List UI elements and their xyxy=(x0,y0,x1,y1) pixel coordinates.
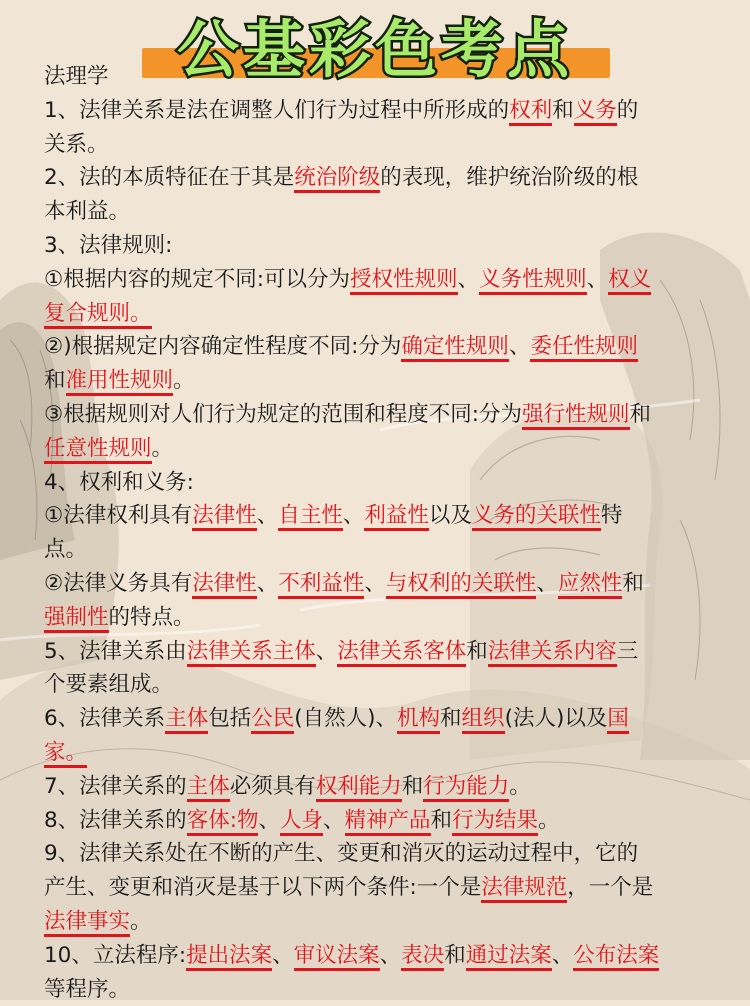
highlighted-term: 人身 xyxy=(280,808,323,836)
text-segment: ②)根据规定内容确定性程度不同:分为 xyxy=(44,334,402,360)
highlighted-term: 法律关系内容 xyxy=(488,639,617,667)
highlighted-term: 强制性 xyxy=(44,605,109,633)
text-line xyxy=(44,567,724,601)
highlighted-term: 统治阶级 xyxy=(294,165,380,193)
text-segment: 关系。 xyxy=(44,131,109,157)
highlighted-term: 权利能力 xyxy=(316,774,402,802)
highlighted-term: 审议法案 xyxy=(294,943,380,971)
text-line xyxy=(44,702,724,736)
text-line xyxy=(44,195,724,229)
text-segment: 、 xyxy=(457,266,480,292)
text-line xyxy=(44,905,724,939)
text-segment: 、 xyxy=(342,503,365,529)
text-line xyxy=(44,837,724,871)
text-segment: 、 xyxy=(256,570,279,596)
text-line xyxy=(44,804,724,838)
text-segment: 和 xyxy=(44,368,66,394)
text-segment: 以及 xyxy=(428,503,472,529)
text-line xyxy=(44,770,724,804)
text-line xyxy=(44,161,724,195)
highlighted-term: 权义 xyxy=(608,267,651,295)
text-line xyxy=(44,871,724,905)
highlighted-term: 表决 xyxy=(401,943,444,971)
text-line xyxy=(44,533,724,567)
text-segment: 等程序。 xyxy=(44,976,131,1002)
highlighted-term: 权利 xyxy=(509,98,552,126)
text-segment: 点。 xyxy=(44,537,88,563)
highlighted-term: 物 xyxy=(237,808,259,836)
text-line xyxy=(44,499,724,533)
text-segment: 、 xyxy=(536,570,558,596)
text-segment: 、 xyxy=(258,807,280,833)
text-segment: 的 xyxy=(616,97,639,123)
page-title: 公基彩色考点 xyxy=(176,13,573,86)
text-segment: 包括 xyxy=(208,706,252,732)
text-segment: ，一个是 xyxy=(567,875,654,901)
text-segment: (法人)以及 xyxy=(504,706,608,732)
text-segment: (自然人)、 xyxy=(294,706,398,732)
text-segment: 三 xyxy=(616,638,639,664)
text-segment: ①法律权利具有 xyxy=(44,503,193,529)
highlighted-term: 法律性 xyxy=(192,571,257,599)
text-line xyxy=(44,601,724,635)
text-segment: 和 xyxy=(444,942,466,968)
text-line xyxy=(44,466,724,500)
highlighted-term: 法律规范 xyxy=(481,875,567,903)
text-segment: 本利益。 xyxy=(44,199,131,225)
text-segment: 7、法律关系的 xyxy=(44,773,187,799)
text-segment: 、 xyxy=(272,942,294,968)
text-segment: 的特点。 xyxy=(108,604,195,630)
text-line xyxy=(44,128,724,162)
text-line xyxy=(44,229,724,263)
text-segment: 和 xyxy=(466,638,488,664)
text-segment: 5、法律关系由 xyxy=(44,638,187,664)
text-line xyxy=(44,297,724,331)
text-segment: 9、法律关系处在不断的产生、变更和消灭的运动过程中，它的 xyxy=(44,841,639,867)
text-segment: 2、法的本质特征在于其是 xyxy=(44,165,295,191)
text-segment: 和 xyxy=(440,706,462,732)
text-segment: 和 xyxy=(629,401,652,427)
text-segment: 、 xyxy=(508,334,531,360)
highlighted-term: 国 xyxy=(607,706,629,734)
highlighted-term: 组织 xyxy=(462,706,505,734)
highlighted-term: 法律性 xyxy=(192,503,257,531)
text-segment: ③根据规则对人们行为规定的范围和程度不同:分为 xyxy=(44,401,523,427)
text-line xyxy=(44,330,724,364)
highlighted-term: 公布法案 xyxy=(573,943,659,971)
highlighted-term: 授权性规则 xyxy=(350,267,458,295)
highlighted-term: 复合规则。 xyxy=(44,301,152,329)
highlighted-term: 确定性规则 xyxy=(401,334,509,362)
text-segment: 产生、变更和消灭是基于以下两个条件:一个是 xyxy=(44,875,482,901)
highlighted-term: 家。 xyxy=(44,740,87,768)
notes-content xyxy=(44,60,724,1006)
highlighted-term: 客体: xyxy=(187,808,237,836)
text-segment: 10、立法程序: xyxy=(44,942,187,968)
highlighted-term: 通过法案 xyxy=(466,943,552,971)
highlighted-term: 义务 xyxy=(574,98,617,126)
text-segment: 和 xyxy=(430,807,453,833)
text-segment: 6、法律关系 xyxy=(44,706,166,732)
highlighted-term: 强行性规则 xyxy=(522,402,630,430)
highlighted-term: 提出法案 xyxy=(186,943,272,971)
highlighted-term: 主体 xyxy=(165,706,208,734)
highlighted-term: 应然性 xyxy=(558,571,623,599)
text-segment: 法理学 xyxy=(44,64,109,89)
text-segment: 。 xyxy=(538,807,560,833)
text-segment: 4、权利和义务: xyxy=(44,469,194,495)
highlighted-term: 公民 xyxy=(251,706,294,734)
text-segment: 、 xyxy=(551,942,574,968)
highlighted-term: 准用性规则 xyxy=(66,368,174,396)
text-segment: 。 xyxy=(509,773,531,799)
text-segment: 必须具有 xyxy=(229,773,316,799)
highlighted-term: 与权利的关联性 xyxy=(386,571,537,599)
highlighted-term: 主体 xyxy=(187,774,230,802)
text-segment: 、 xyxy=(315,638,338,664)
text-segment: 、 xyxy=(256,503,279,529)
text-line xyxy=(44,939,724,973)
text-segment: 、 xyxy=(364,570,386,596)
text-segment: 和 xyxy=(401,773,424,799)
highlighted-term: 法律关系客体 xyxy=(337,639,466,667)
highlighted-term: 义务的关联性 xyxy=(472,503,601,531)
text-line xyxy=(44,94,724,128)
text-segment: 1、法律关系是法在调整人们行为过程中所形成的 xyxy=(44,97,510,123)
text-segment: 、 xyxy=(586,266,609,292)
text-line xyxy=(44,973,724,1006)
highlighted-term: 不利益性 xyxy=(278,571,364,599)
highlighted-term: 法律关系主体 xyxy=(187,639,316,667)
text-segment: 8、法律关系的 xyxy=(44,807,187,833)
text-segment: 、 xyxy=(379,942,402,968)
highlighted-term: 精神产品 xyxy=(345,808,431,836)
text-line xyxy=(44,668,724,702)
text-segment: 。 xyxy=(151,435,174,461)
text-line xyxy=(44,432,724,466)
text-segment: 。 xyxy=(130,908,152,934)
text-line xyxy=(44,398,724,432)
highlighted-term: 行为能力 xyxy=(423,774,509,802)
text-line xyxy=(44,736,724,770)
text-line xyxy=(44,635,724,669)
text-segment: 3、法律规则: xyxy=(44,232,173,258)
text-segment: 的表现，维护统治阶级的根 xyxy=(380,165,639,191)
text-line xyxy=(44,263,724,297)
highlighted-term: 利益性 xyxy=(364,503,429,531)
text-segment: 特 xyxy=(600,503,623,529)
highlighted-term: 任意性规则 xyxy=(44,436,152,464)
highlighted-term: 自主性 xyxy=(278,503,343,531)
text-segment: 、 xyxy=(322,807,345,833)
text-segment: 和 xyxy=(622,570,644,596)
text-segment: 个要素组成。 xyxy=(44,672,174,698)
text-line xyxy=(44,364,724,398)
highlighted-term: 机构 xyxy=(397,706,440,734)
highlighted-term: 法律事实 xyxy=(44,909,130,937)
highlighted-term: 行为结果 xyxy=(452,808,538,836)
text-segment: ②法律义务具有 xyxy=(44,570,193,596)
text-segment: ①根据内容的规定不同:可以分为 xyxy=(44,266,351,292)
text-line xyxy=(44,60,724,94)
text-segment: 。 xyxy=(173,368,195,394)
highlighted-term: 义务性规则 xyxy=(479,267,587,295)
text-segment: 和 xyxy=(552,97,574,123)
highlighted-term: 委任性规则 xyxy=(530,334,638,362)
